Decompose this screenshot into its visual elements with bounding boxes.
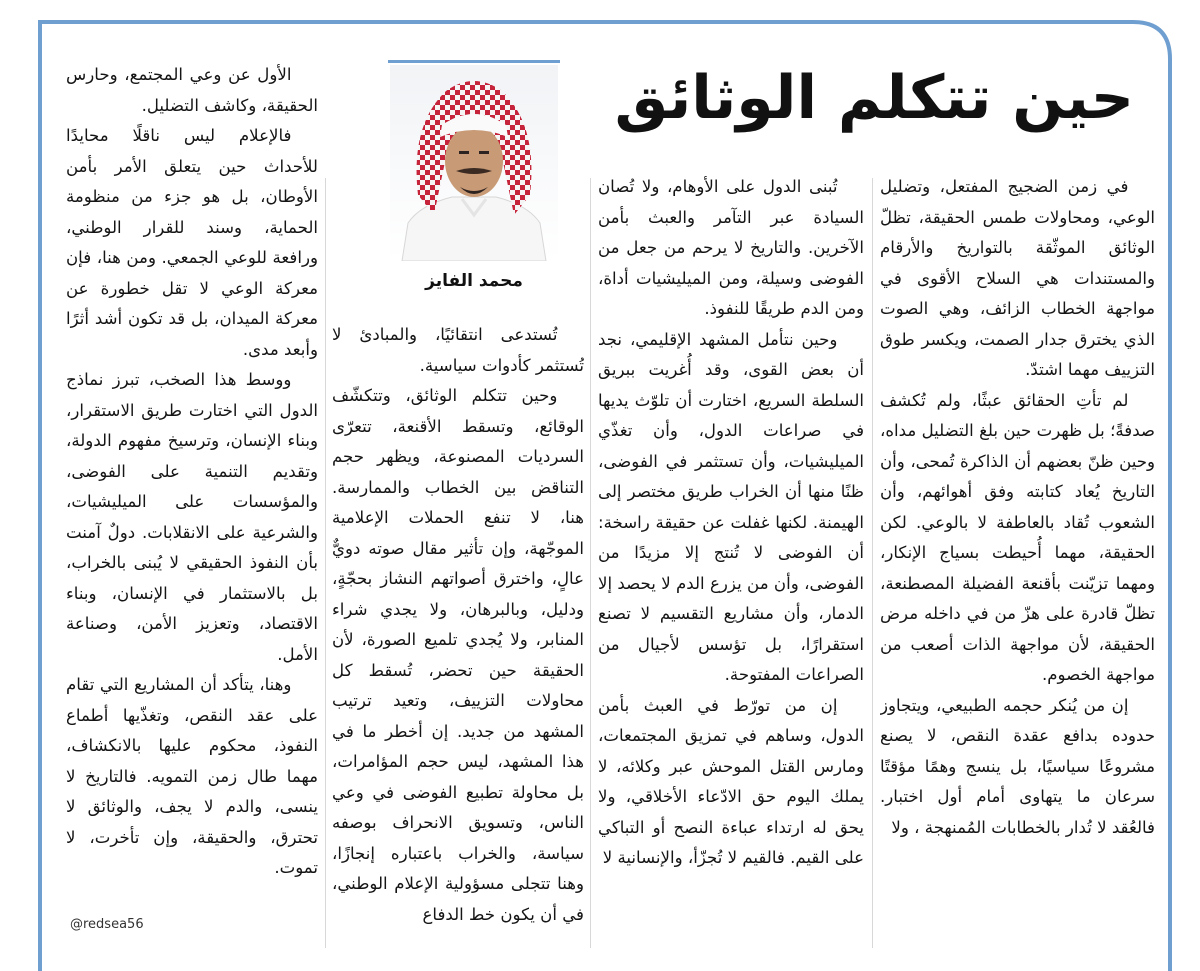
column-divider bbox=[325, 178, 326, 948]
article-column-4 bbox=[66, 60, 318, 894]
column-divider bbox=[872, 178, 873, 948]
article-column-3 bbox=[332, 320, 584, 954]
article-column-2 bbox=[598, 172, 864, 954]
twitter-handle: @redsea56 bbox=[70, 917, 144, 932]
article-paragraph: الأول عن وعي المجتمع، وحارس الحقيقة، وكاشف التضليل. bbox=[66, 65, 318, 115]
article-paragraph: وحين تتكلم الوثائق، وتتكشّف الوقائع، وتسقط الأقنعة، تتعرّى السرديات المصنوعة، ويظهر حجم التناقض بين الخطاب والممارسة. هنا، لا تنفع الحملات الإعلامية الموجّهة، وإن تأثير مقال صوته دويٌّ عالٍ، واخترق أصواتهم النشاز بحجّةٍ، ودليل، وبالبرهان، ولا يجدي شراء المنابر، ولا يُجدي تلميع الصورة، لأن الحقيقة حين تحضر، تُسقط كل محاولات التزييف، وتعيد ترتيب المشهد من جديد. إن أخطر ما في هذا المشهد، ليس حجم المؤامرات، بل محاولة تطبيع الفوضى في وعي الناس، وتسويق الانحراف بوصفه سياسة، والخراب باعتباره إنجازًا، وهنا تتجلى مسؤولية الإعلام الوطني، في أن يكون خط الدفاع bbox=[332, 386, 584, 924]
article-paragraph: تُستدعى انتقائيًا، والمبادئ لا تُستثمر كأدوات سياسية. bbox=[332, 325, 584, 375]
article-paragraph: تُبنى الدول على الأوهام، ولا تُصان السيادة عبر التآمر والعبث بأمن الآخرين. والتاريخ لا يرحم من جعل من الفوضى وسيلة، ومن الميليشيات أداة، ومن الدم طريقًا للنفوذ. bbox=[598, 177, 864, 318]
column-divider bbox=[590, 178, 591, 948]
article-paragraph: إن من تورّط في العبث بأمن الدول، وساهم في تمزيق المجتمعات، ومارس القتل الموحش عبر وكلائه، لا يملك اليوم حق الادّعاء الأخلاقي، ولا يحق له ارتداء عباءة النصح أو التباكي على القيم. فالقيم لا تُجزّأ، والإنسانية لا bbox=[598, 695, 864, 867]
author-photo-box bbox=[388, 60, 560, 303]
article-column-1 bbox=[880, 172, 1155, 954]
article-paragraph: إن من يُنكر حجمه الطبيعي، ويتجاوز حدوده بدافع عقدة النقص، لا يصنع مشروعًا سياسيًا، بل ينسج وهمًا مؤقتًا سرعان ما يتهاوى أمام أول اختبار. فالعُقد لا تُدار بالخطابات المُمنهجة ، ولا bbox=[880, 695, 1155, 837]
article-paragraph: فالإعلام ليس ناقلًا محايدًا للأحداث حين يتعلق الأمر بأمن الأوطان، بل هو جزء من منظومة الحماية، وسند للقرار الوطني، ورافعة للوعي الجمعي. ومن هنا، فإن معركة الوعي لا تقل خطورة عن معركة الميدان، بل قد تكون أشد أثرًا وأبعد مدى. bbox=[66, 126, 318, 359]
article-headline: حين تتكلم الوثائق bbox=[614, 63, 1134, 133]
article-paragraph: في زمن الضجيج المفتعل، وتضليل الوعي، ومحاولات طمس الحقيقة، تظلّ الوثائق الموثّقة بالتواريخ والأرقام والمستندات هي السلاح الأقوى في مواجهة الخطاب الزائف، وهي الصوت الذي يخترق جدار الصمت، ويكسر طوق التزييف مهما اشتدّ. bbox=[880, 177, 1155, 379]
article-paragraph: وحين نتأمل المشهد الإقليمي، نجد أن بعض القوى، وقد أُغريت ببريق السلطة السريع، اختارت أن تلوّث يديها في صراعات الدول، وأن تغذّي الميليشيات، وأن تستثمر في الفوضى، ظنًا منها أن الخراب طريق مختصر إلى الهيمنة. لكنها غفلت عن حقيقة راسخة: أن الفوضى لا تُنتج إلا مزيدًا من الفوضى، وأن من يزرع الدم لا يحصد إلا الدمار، وأن مشاريع التقسيم لا تصنع استقرارًا، بل تؤسس لأجيال من الصراعات المفتوحة. bbox=[598, 329, 864, 684]
author-photo bbox=[390, 65, 558, 261]
article-paragraph: وهنا، يتأكد أن المشاريع التي تقام على عقد النقص، وتغذّيها أطماع النفوذ، محكوم عليها بالانكشاف، مهما طال زمن التمويه. فالتاريخ لا ينسى، والدم لا يجف، والوثائق لا تحترق، والحقيقة، وإن تأخرت، لا تموت. bbox=[66, 675, 318, 877]
article-paragraph: لم تأتِ الحقائق عبثًا، ولم تُكشف صدفةً؛ بل ظهرت حين بلغ التضليل مداه، وحين ظنّ بعضهم أن الذاكرة تُمحى، وأن التاريخ يُعاد كتابته وفق أهوائهم، وأن الشعوب تُقاد بالعاطفة لا بالوعي. لكن الحقيقة، مهما أُحيطت بسياج الإنكار، ومهما تزيّنت بأقنعة الفضيلة المصطنعة، تظلّ قادرة على هزّ من في داخله مرض الحقيقة، لأن مواجهة الذات أصعب من مواجهة الخصوم. bbox=[880, 390, 1155, 684]
author-portrait-illustration bbox=[390, 65, 558, 261]
article-paragraph: ووسط هذا الصخب، تبرز نماذج الدول التي اختارت طريق الاستقرار، وبناء الإنسان، وترسيخ مفهوم الدولة، وتقديم التنمية على الفوضى، والمؤسسات على الميليشيات، والشرعية على الانقلابات. دولٌ آمنت بأن النفوذ الحقيقي لا يُبنى بالخراب، بل بالاستثمار في الإنسان، وبناء الاقتصاد، وتعزيز الأمن، وصناعة الأمل. bbox=[66, 370, 318, 664]
author-name: محمد الفايز bbox=[425, 271, 523, 291]
